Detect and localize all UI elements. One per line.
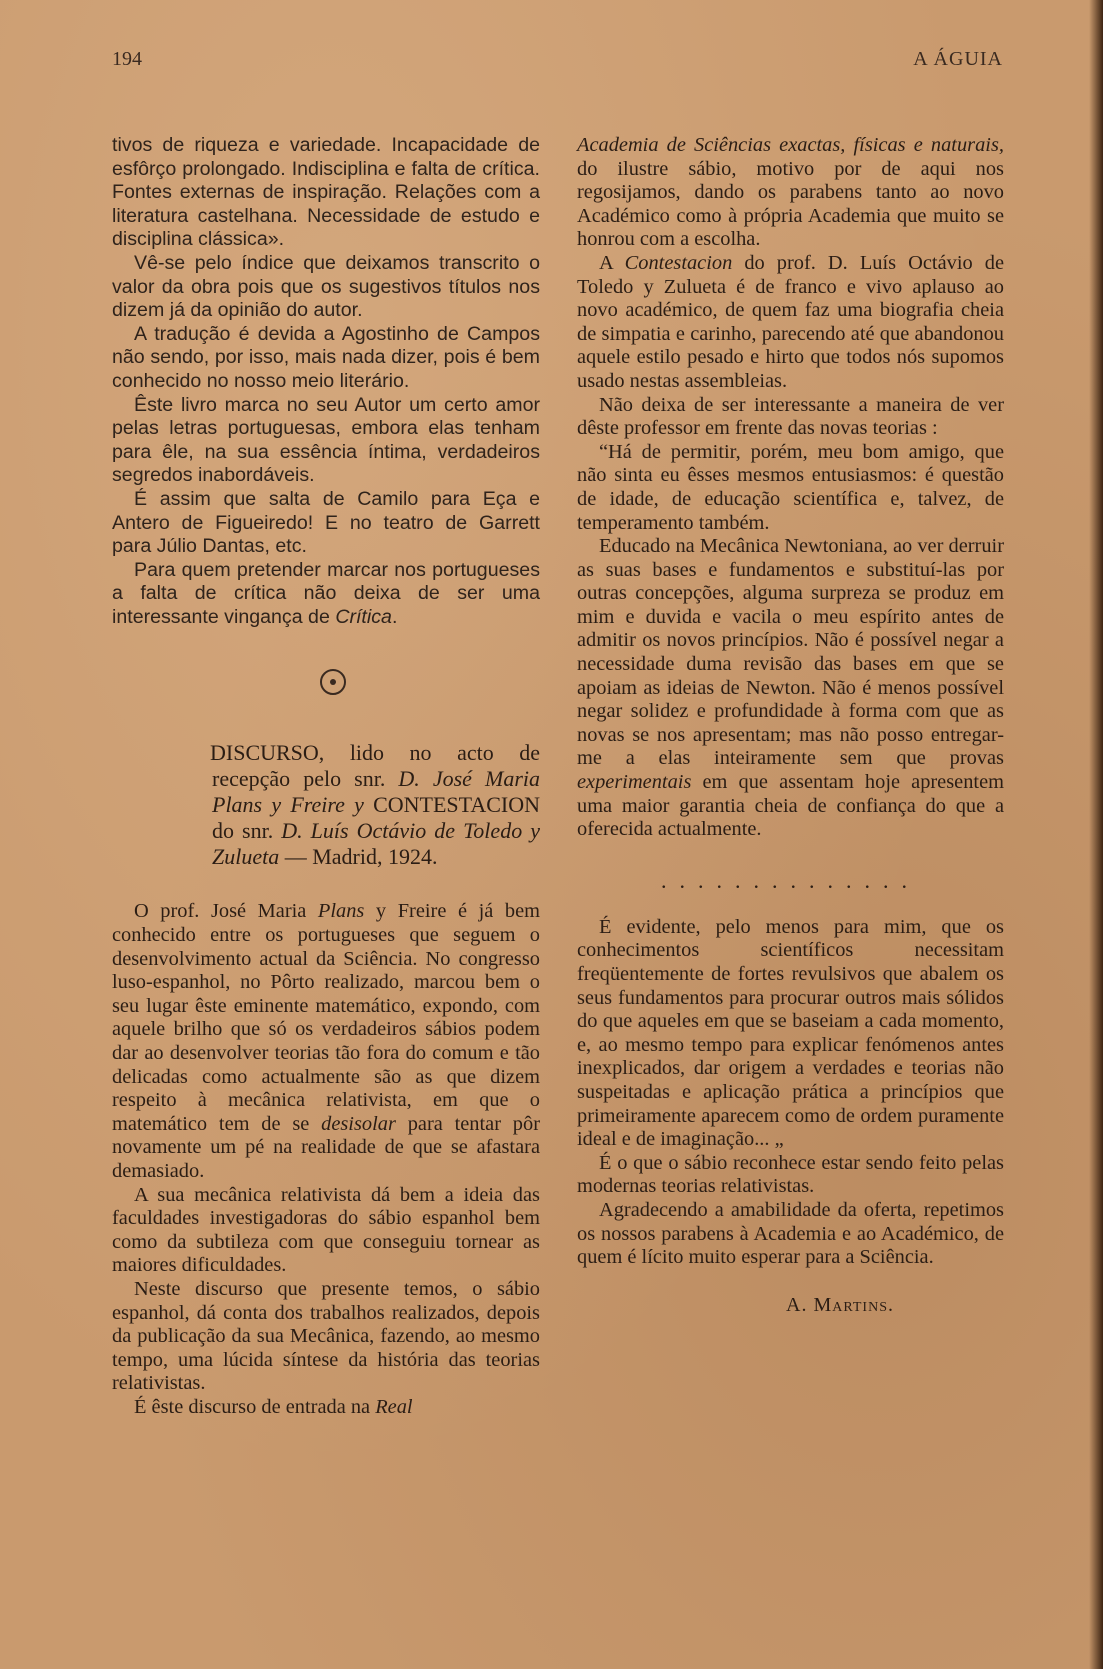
section-ornament-icon <box>320 669 346 695</box>
italic-text: experimentais <box>577 771 692 794</box>
left-column <box>112 134 540 1420</box>
right-column <box>577 134 1004 1317</box>
paragraph <box>577 252 1004 394</box>
paragraph <box>112 559 540 630</box>
text: — Madrid, 1924. <box>279 844 438 870</box>
italic-text: Academia de Sciências exactas, físicas e naturais, <box>577 134 1004 156</box>
italic-text: desisolar <box>321 1112 396 1135</box>
text: É êste discurso de entrada na <box>134 1395 376 1418</box>
italic-text: Contestacion <box>624 251 733 274</box>
paragraph: Agradecendo a amabilidade da oferta, repetimos os nossos parabens à Academia e ao Académico, de quem é lícito muito esperar para a Sciência. <box>577 1198 1004 1269</box>
text: O prof. José Maria <box>134 900 318 923</box>
text: CONTESTACION do snr. <box>212 792 540 844</box>
text: para tentar pôr novamente um pé na realidade de que se afastara demasiado. <box>112 1112 540 1182</box>
paragraph <box>112 900 540 1183</box>
ellipsis-separator: .............. <box>661 867 920 893</box>
page-number: 194 <box>112 48 142 70</box>
paragraph: A tradução é devida a Agostinho de Campos não sendo, por isso, mais nada dizer, pois é bem conhecido no nosso meio literário. <box>112 322 540 392</box>
paragraph: A sua mecânica relativista dá bem a ideia das faculdades investigadoras do sábio espanhol bem como da subtileza com que conseguiu tornear as maiores dificuldades. <box>112 1183 540 1277</box>
book-reference <box>212 740 540 870</box>
italic-text: Plans <box>317 900 365 923</box>
text: . <box>391 605 398 628</box>
italic-text: D. José Maria Plans y Freire y <box>212 766 540 818</box>
author-signature: A. Martins. <box>786 1293 894 1316</box>
running-title: A ÁGUIA <box>913 48 1003 70</box>
page-edge-shadow <box>1089 0 1103 1669</box>
text: A <box>599 251 625 274</box>
paragraph <box>112 1396 540 1420</box>
text: Para quem pretender marcar nos portugueses a falta de crítica não deixa de ser uma interessante vingança de <box>112 558 540 628</box>
paragraph: Não deixa de ser interessante a maneira de ver dêste professor em frente das novas teorias : <box>577 393 1004 440</box>
text: y Freire é já bem conhecido entre os portugueses que seguem o desenvolvimento actual da Sciência. No congresso luso-espanhol, no Pôrto realizado, marcou bem o seu lugar êste eminente matemático, expondo, com aquele brilho que só os verdadeiros sábios podem dar ao desenvolver teorias tão fora do comum e tão delicadas como actualmente são as que dizem respeito à mecânica relativista, em que o matemático tem de se <box>112 900 540 1135</box>
quote-paragraph <box>577 535 1004 842</box>
paragraph: Vê-se pelo índice que deixamos transcrito o valor da obra pois que os sugestivos títulos nos dizem já da opinião do autor. <box>112 251 540 322</box>
paragraph: Neste discurso que presente temos, o sábio espanhol, dá conta dos trabalhos realizados, depois da publicação da sua Mecânica, fazendo, ao mesmo tempo, uma lúcida síntese da história das teorias relativistas. <box>112 1277 540 1395</box>
text: do ilustre sábio, motivo por de aqui nos regosijamos, dando os parabens tanto ao novo Académico como à própria Academia que muito se honrou com a escolha. <box>577 157 1004 251</box>
paragraph: Êste livro marca no seu Autor um certo amor pelas letras portuguesas, embora elas tenham para êle, na sua essência íntima, verdadeiros segredos inabordáveis. <box>112 393 540 487</box>
paragraph <box>577 134 1004 252</box>
italic-text: Crítica <box>335 605 392 628</box>
text: Educado na Mecânica Newtoniana, ao ver derruir as suas bases e fundamentos e substituí-las por outras concepções, alguma surpreza se produz em mim e duvida e vacila o meu espírito antes de admitir os novos princípios. Não é possível negar a necessidade duma revisão das bases em que se apoiam as ideias de Newton. Não é menos possível negar solidez e profundidade à forma com que as novas se nos apresentam; mas não posso entregar-me a elas inteiramente sem que provas <box>577 535 1004 770</box>
quote-paragraph: É evidente, pelo menos para mim, que os conhecimentos scientíficos necessitam freqüentemente de fortes revulsivos que abalem os seus fundamentos para procurar outros mais sólidos do que aqueles em que se baseiam a cada momento, e, ao mesmo tempo para explicar fenómenos antes inexplicados, dar origem a verdades e teorias não suspeitadas e aplicação prática a princípios que primeiramente aparecem como de ordem puramente ideal e de imaginação... „ <box>577 915 1004 1151</box>
text: em que assentam hoje apresentem uma maior garantia cheia de confiança do que a oferecida actualmente. <box>577 771 1004 841</box>
italic-text: Real <box>375 1395 413 1418</box>
paragraph: É assim que salta de Camilo para Eça e Antero de Figueiredo! E no teatro de Garrett para Júlio Dantas, etc. <box>112 487 540 558</box>
quote-paragraph: “Há de permitir, porém, meu bom amigo, que não sinta eu êsses mesmos entusiasmos: é questão de idade, de educação scientífica e, talvez, de temperamento também. <box>577 440 1004 534</box>
paragraph: É o que o sábio reconhece estar sendo feito pelas modernas teorias relativistas. <box>577 1151 1004 1198</box>
text: DISCURSO, lido no acto de recepção pelo snr. <box>210 740 540 792</box>
paragraph: tivos de riqueza e variedade. Incapacidade de esfôrço prolongado. Indisciplina e falta de crítica. Fontes externas de inspiração. Relações com a literatura castelhana. Necessidade de estudo e disciplina clássica». <box>112 134 540 251</box>
text: do prof. D. Luís Octávio de Toledo y Zulueta é de franco e vivo aplauso ao novo académico, de quem faz uma biografia cheia de simpatia e carinho, parecendo até que abandonou aquele estilo pesado e hirto que todos nós supomos usado nestas assembleias. <box>577 251 1004 392</box>
italic-text: D. Luís Octávio de Toledo y Zulueta <box>212 818 540 870</box>
